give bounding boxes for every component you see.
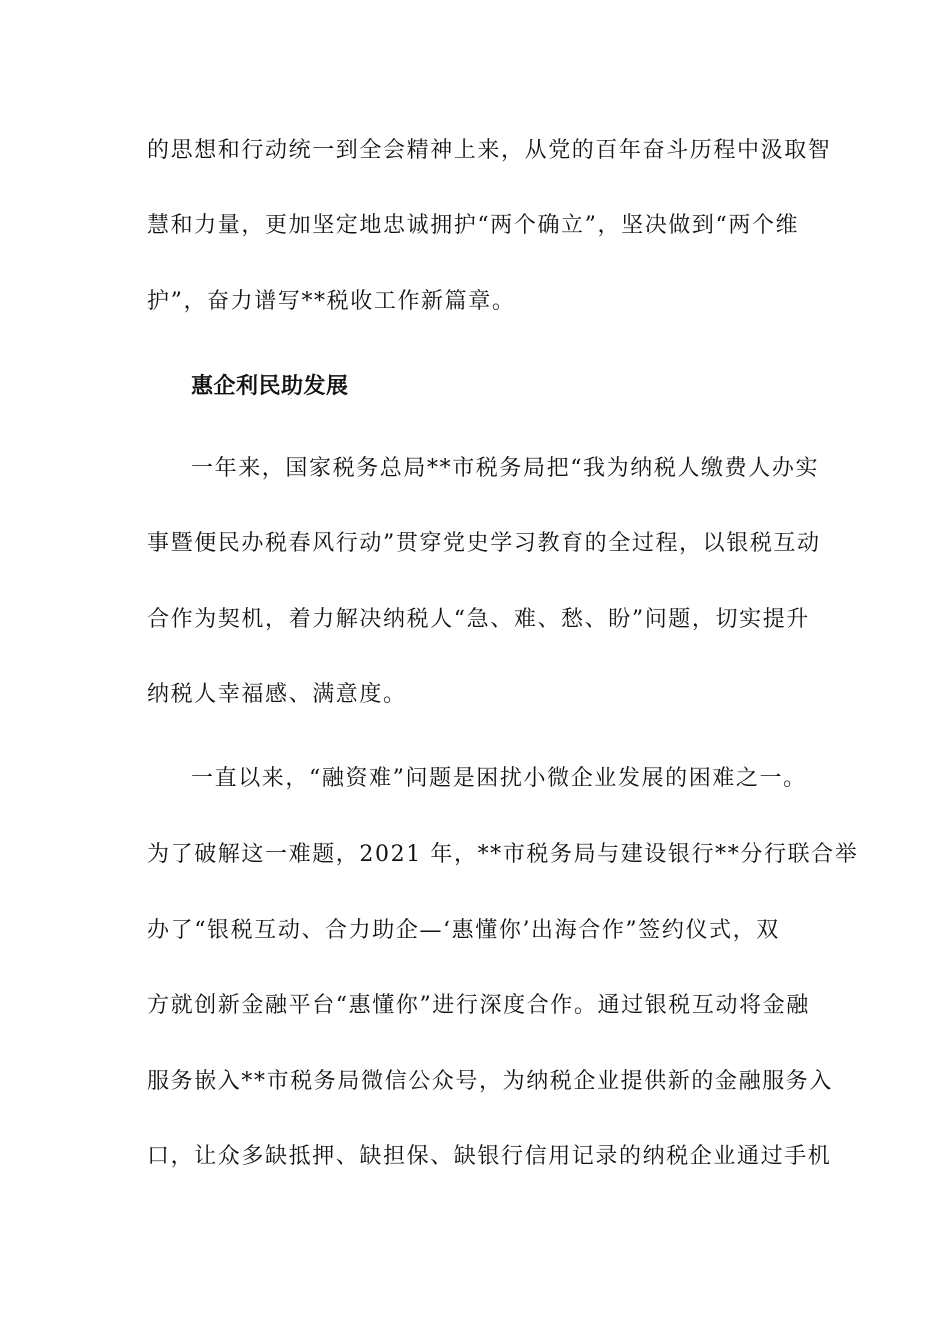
section-heading: 惠企利民助发展 <box>191 374 349 399</box>
paragraph-line: 护”，奋力谱写**税收工作新篇章。 <box>147 289 516 314</box>
paragraph-line: 为了破解这一难题，2021 年，**市税务局与建设银行**分行联合举 <box>147 842 859 867</box>
paragraph-line: 纳税人幸福感、满意度。 <box>147 682 407 707</box>
paragraph-line: 的思想和行动统一到全会精神上来，从党的百年奋斗历程中汲取智 <box>147 138 832 163</box>
paragraph-line: 一年来，国家税务总局**市税务局把“我为纳税人缴费人办实 <box>191 456 820 481</box>
paragraph-line: 事暨便民办税春风行动”贯穿党史学习教育的全过程，以银税互动 <box>147 531 821 556</box>
paragraph-line: 办了“银税互动、合力助企—‘惠懂你’出海合作”签约仪式，双 <box>147 918 780 943</box>
paragraph-line: 合作为契机，着力解决纳税人“急、难、愁、盼”问题，切实提升 <box>147 607 810 632</box>
paragraph-line: 慧和力量，更加坚定地忠诚拥护“两个确立”，坚决做到“两个维 <box>147 213 800 238</box>
paragraph-line: 服务嵌入**市税务局微信公众号，为纳税企业提供新的金融服务入 <box>147 1069 834 1094</box>
paragraph-line: 方就创新金融平台“惠懂你”进行深度合作。通过银税互动将金融 <box>147 993 810 1018</box>
paragraph-line: 一直以来，“融资难”问题是困扰小微企业发展的困难之一。 <box>191 766 807 791</box>
paragraph-line: 口，让众多缺抵押、缺担保、缺银行信用记录的纳税企业通过手机 <box>147 1144 832 1169</box>
